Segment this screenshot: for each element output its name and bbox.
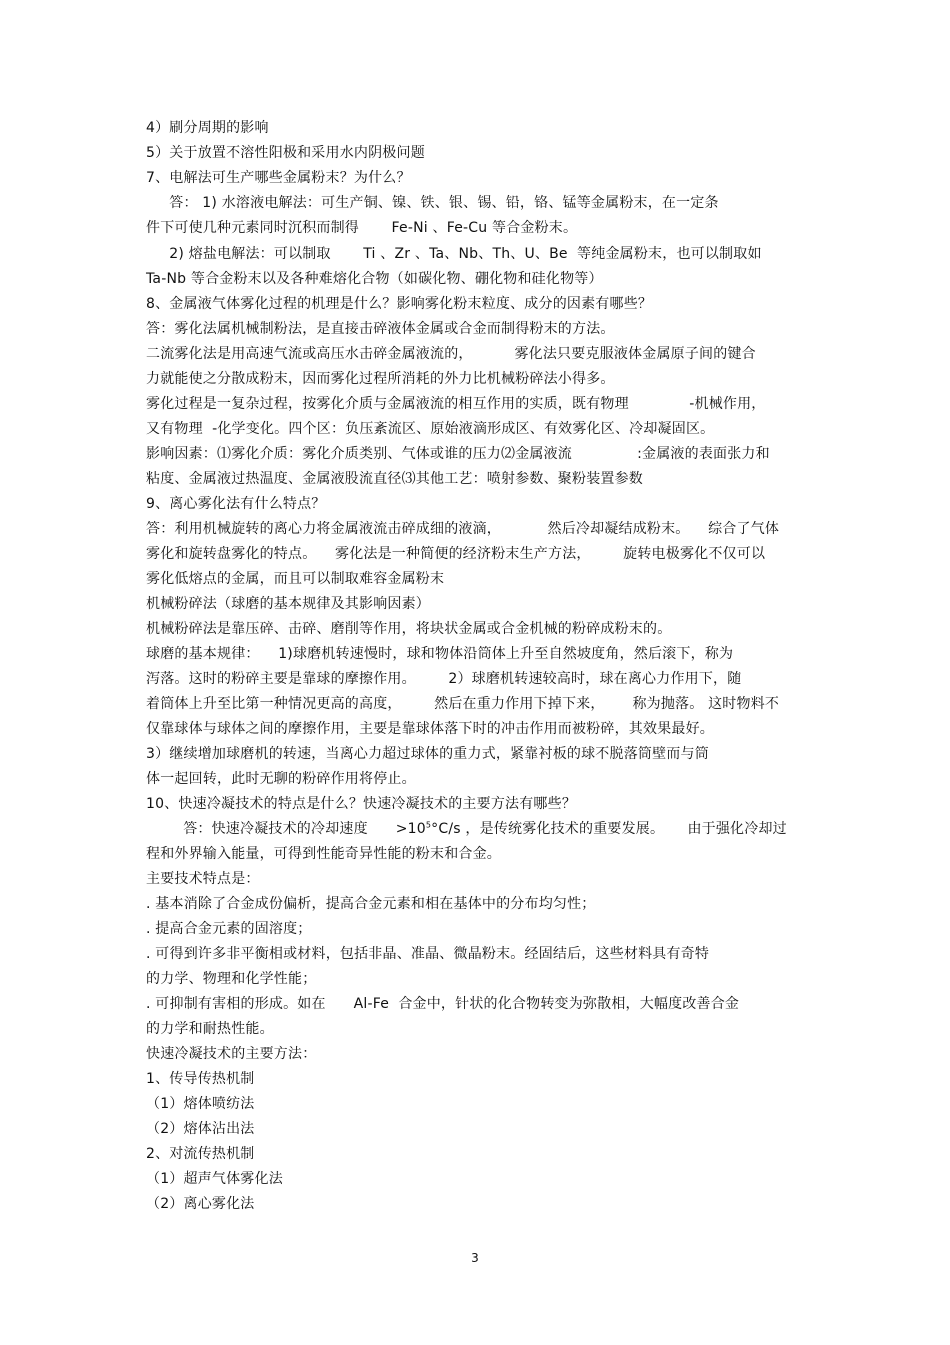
text-line: . 提高合金元素的固溶度； (146, 921, 312, 937)
text-line: Ta-Nb 等合金粉末以及各种难熔化合物（如碳化物、硼化物和硅化物等） (146, 271, 603, 287)
text-line: 的力学和耐热性能。 (146, 1021, 274, 1037)
text-line: 4）刷分周期的影响 (146, 120, 269, 136)
text-line: 快速冷凝技术的主要方法： (146, 1046, 317, 1062)
text-line: 二流雾化法是用高速气流或高压水击碎金属液流的， 雾化法只要克服液体金属原子间的键合 (146, 346, 756, 362)
text-line: 雾化低熔点的金属，而且可以制取难容金属粉末 (146, 571, 445, 587)
text-line: 影响因素：⑴雾化介质：雾化介质类别、气体或谁的压力⑵金属液流 :金属液的表面张力和 (146, 446, 770, 462)
text-line: 力就能使之分散成粉末，因而雾化过程所消耗的外力比机械粉碎法小得多。 (146, 371, 615, 387)
text-line: 3）继续增加球磨机的转速，当离心力超过球体的重力式，紧靠衬板的球不脱落筒壁而与筒 (146, 746, 709, 762)
text-line: （2）离心雾化法 (146, 1196, 255, 1212)
text-line: 2) 熔盐电解法：可以制取 Ti 、Zr 、Ta、Nb、Th、U、Be 等纯金属粉末，也可以制取如 (146, 246, 762, 262)
text-line: 5）关于放置不溶性阳极和采用水内阴极问题 (146, 145, 425, 161)
question-heading: 9、离心雾化法有什么特点？ (146, 496, 326, 512)
text-line: 件下可使几种元素同时沉积而制得 Fe-Ni 、Fe-Cu 等合金粉末。 (146, 220, 578, 236)
text-line: . 可得到许多非平衡相或材料，包括非晶、准晶、微晶粉末。经固结后，这些材料具有奇特 (146, 946, 710, 962)
page-number: 3 (471, 1251, 479, 1265)
text-line: 答：利用机械旋转的离心力将金属液流击碎成细的液滴， 然后冷却凝结成粉末。 综合了气体 (146, 521, 780, 537)
text-line: 体一起回转，此时无聊的粉碎作用将停止。 (146, 771, 416, 787)
text-line: 答： 1) 水溶液电解法：可生产铜、镍、铁、银、锡、铅，铬、锰等金属粉末，在一定条 (146, 195, 719, 211)
cooling-rate-lead: 答：快速冷凝技术的冷却速度 >10 (146, 821, 426, 837)
text-line: 球磨的基本规律： 1)球磨机转速慢时，球和物体沿筒体上升至自然坡度角，然后滚下，称为 (146, 646, 734, 662)
text-line: 程和外界输入能量，可得到性能奇异性能的粉末和合金。 (146, 846, 501, 862)
text-line: 主要技术特点是： (146, 871, 260, 887)
question-heading: 10、快速冷凝技术的特点是什么？快速冷凝技术的主要方法有哪些？ (146, 796, 577, 812)
text-line: 1、传导传热机制 (146, 1071, 255, 1087)
text-line: 的力学、物理和化学性能； (146, 971, 317, 987)
text-line: 雾化过程是一复杂过程，按雾化介质与金属液流的相互作用的实质，既有物理 -机械作用， (146, 396, 766, 412)
text-line: 仅靠球体与球体之间的摩擦作用，主要是靠球体落下时的冲击作用而被粉碎，其效果最好。 (146, 721, 714, 737)
question-heading: 8、金属液气体雾化过程的机理是什么？影响雾化粉末粒度、成分的因素有哪些？ (146, 296, 653, 312)
cooling-rate-line (146, 817, 787, 841)
text-line: （1）超声气体雾化法 (146, 1171, 283, 1187)
section-heading: 机械粉碎法（球磨的基本规律及其影响因素） (146, 596, 430, 612)
text-line: 又有物理 -化学变化。四个区：负压紊流区、原始液滴形成区、有效雾化区、冷却凝固区。 (146, 421, 715, 437)
text-line: 着筒体上升至比第一种情况更高的高度， 然后在重力作用下掉下来， 称为抛落。 这时物料不 (146, 696, 780, 712)
question-heading: 7、电解法可生产哪些金属粉末？为什么？ (146, 170, 411, 186)
cooling-rate-exponent: 5 (425, 820, 432, 830)
cooling-rate-tail: °C/s ，是传统雾化技术的重要发展。 由于强化冷却过 (431, 821, 787, 837)
text-line: 泻落。这时的粉碎主要是靠球的摩擦作用。 2）球磨机转速较高时，球在离心力作用下，随 (146, 671, 742, 687)
text-line: . 基本消除了合金成份偏析，提高合金元素和相在基体中的分布均匀性； (146, 896, 596, 912)
text-line: 答：雾化法属机械制粉法，是直接击碎液体金属或合金而制得粉末的方法。 (146, 321, 615, 337)
text-line: 粘度、金属液过热温度、金属液股流直径⑶其他工艺：喷射参数、聚粉装置参数 (146, 471, 643, 487)
text-line: . 可抑制有害相的形成。如在 Al-Fe 合金中，针状的化合物转变为弥散相，大幅度改善合金 (146, 996, 740, 1012)
text-line: （2）熔体沾出法 (146, 1121, 255, 1137)
text-line: 2、对流传热机制 (146, 1146, 255, 1162)
text-line: 雾化和旋转盘雾化的特点。 雾化法是一种简便的经济粉末生产方法， 旋转电极雾化不仅可以 (146, 546, 766, 562)
text-line: （1）熔体喷纺法 (146, 1096, 255, 1112)
text-line: 机械粉碎法是靠压碎、击碎、磨削等作用，将块状金属或合金机械的粉碎成粉末的。 (146, 621, 672, 637)
